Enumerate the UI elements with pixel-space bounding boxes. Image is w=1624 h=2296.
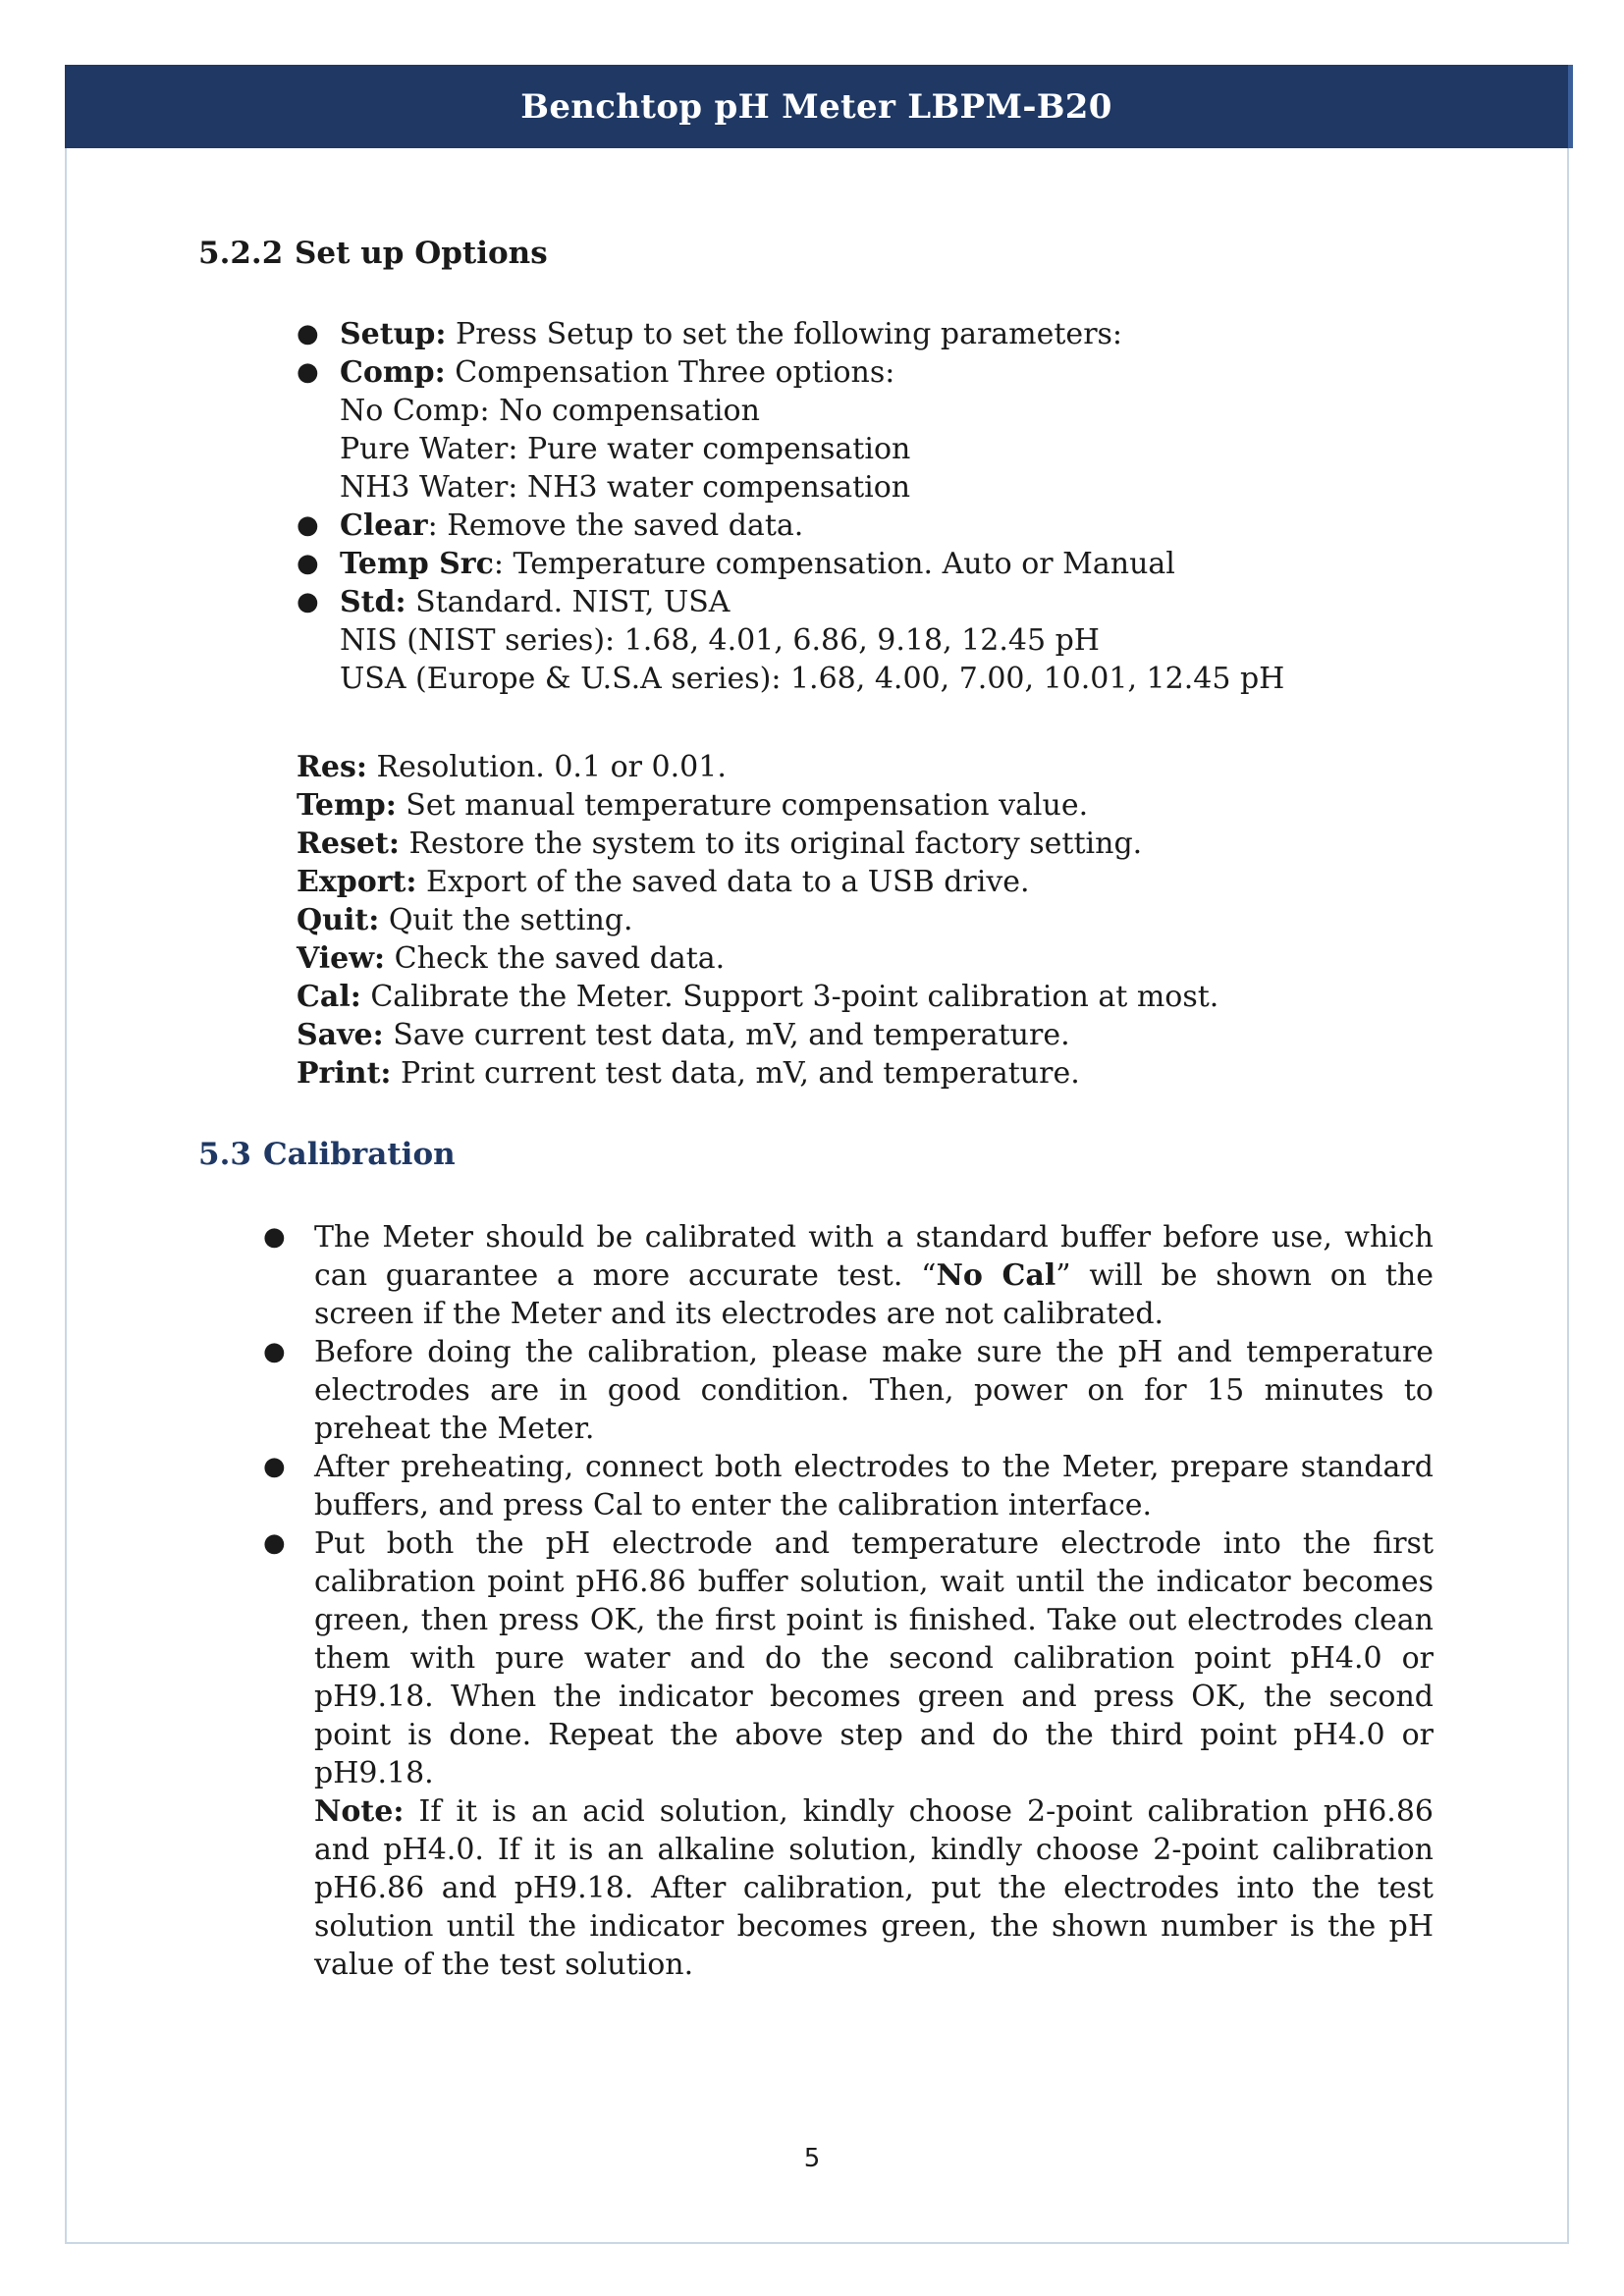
document-title: Benchtop pH Meter LBPM-B20 — [520, 86, 1112, 127]
term: Quit: — [297, 903, 380, 937]
note-text: If it is an acid solution, kindly choose 2-point calibration pH6.86 and pH4.0. If it is an alkaline solution, kindly choose 2-point calibration pH6.86 and pH9.18. After calibration, put the electrodes into the test solution until the indicator becomes green, the shown number is the pH value of the test solution. — [314, 1794, 1434, 1982]
list-item — [297, 748, 1475, 786]
list-item — [297, 507, 1475, 545]
sub-line: No Comp: No compensation — [340, 394, 760, 428]
bullet-icon: ● — [297, 549, 319, 578]
description: Quit the setting. — [379, 903, 633, 937]
section-heading-setup-options — [198, 235, 548, 273]
sub-line: NIS (NIST series): 1.68, 4.01, 6.86, 9.18, 12.45 pH — [340, 623, 1100, 658]
list-item — [297, 786, 1475, 825]
list-item — [297, 315, 1475, 353]
term: Res: — [297, 750, 367, 784]
term: Reset: — [297, 827, 400, 861]
description: : Remove the saved data. — [427, 508, 804, 543]
term: Print: — [297, 1056, 392, 1091]
term: Export: — [297, 865, 417, 899]
description: : Temperature compensation. Auto or Manual — [493, 547, 1175, 581]
section-title: Set up Options — [295, 236, 548, 271]
section-number: 5.3 — [198, 1137, 251, 1172]
term: Temp Src — [340, 547, 494, 581]
list-item — [263, 1218, 1434, 1333]
list-item — [297, 901, 1475, 939]
list-item — [297, 353, 1475, 507]
term: Cal: — [297, 980, 361, 1014]
calibration-bullet-list — [263, 1218, 1434, 1984]
term: Comp: — [340, 355, 446, 390]
list-item — [297, 545, 1475, 583]
list-item — [263, 1524, 1434, 1984]
sub-line: Pure Water: Pure water compensation — [340, 432, 911, 466]
bullet-icon: ● — [297, 587, 319, 616]
list-item — [297, 1016, 1475, 1054]
description: Print current test data, mV, and temperature. — [391, 1056, 1080, 1091]
bullet-icon: ● — [297, 357, 319, 387]
list-item — [297, 978, 1475, 1016]
sub-line: USA (Europe & U.S.A series): 1.68, 4.00, 7.00, 10.01, 12.45 pH — [340, 662, 1285, 696]
term: View: — [297, 941, 386, 976]
header-bar — [65, 65, 1573, 148]
term: Temp: — [297, 788, 397, 823]
bullet-icon: ● — [297, 319, 319, 348]
text: ” will be shown on the screen if the Meter and its electrodes are not calibrated. — [314, 1258, 1435, 1331]
description: Compensation Three options: — [445, 355, 895, 390]
bullet-icon: ● — [263, 1528, 286, 1558]
list-item — [297, 863, 1475, 901]
bullet-icon: ● — [263, 1452, 286, 1481]
description: Press Setup to set the following parameters: — [446, 317, 1123, 351]
description: Standard. NIST, USA — [406, 585, 731, 619]
page-number: 5 — [803, 2144, 821, 2173]
list-item — [297, 1054, 1475, 1093]
emphasis: No Cal — [936, 1258, 1056, 1293]
sub-line: NH3 Water: NH3 water compensation — [340, 470, 911, 505]
list-item — [263, 1333, 1434, 1448]
text: Before doing the calibration, please make sure the pH and temperature electrodes are in good condition. Then, power on for 15 minutes to preheat the Meter. — [314, 1335, 1434, 1446]
description: Resolution. 0.1 or 0.01. — [366, 750, 727, 784]
description: Check the saved data. — [385, 941, 726, 976]
description: Export of the saved data to a USB drive. — [416, 865, 1030, 899]
options-list — [297, 748, 1475, 1093]
text: The Meter should be calibrated with a standard buffer before use, which can guarantee a more accurate test. “ — [314, 1220, 1434, 1293]
bullet-icon: ● — [263, 1337, 286, 1366]
bullet-icon: ● — [297, 510, 319, 540]
description: Set manual temperature compensation value. — [396, 788, 1089, 823]
list-item — [297, 825, 1475, 863]
description: Calibrate the Meter. Support 3-point calibration at most. — [360, 980, 1219, 1014]
section-number: 5.2.2 — [198, 236, 284, 271]
section-heading-calibration — [198, 1136, 456, 1174]
note — [314, 1792, 1434, 1984]
list-item — [263, 1448, 1434, 1524]
term: Std: — [340, 585, 406, 619]
setup-bullet-list — [297, 315, 1475, 698]
description: Save current test data, mV, and temperature. — [383, 1018, 1070, 1052]
bullet-icon: ● — [263, 1222, 286, 1252]
section-title: Calibration — [262, 1137, 456, 1172]
description: Restore the system to its original factory setting. — [399, 827, 1143, 861]
term: Clear — [340, 508, 428, 543]
note-label: Note: — [314, 1794, 405, 1829]
list-item — [297, 939, 1475, 978]
text: Put both the pH electrode and temperature electrode into the first calibration point pH6.86 buffer solution, wait until the indicator becomes green, then press OK, the first point is finished. Take out electrodes clean them with pure water and do the second calibration point pH4.0 or pH9.18. When the indicator becomes green and press OK, the second point is done. Repeat the above step and do the third point pH4.0 or pH9.18. — [314, 1526, 1434, 1790]
list-item — [297, 583, 1475, 698]
term: Save: — [297, 1018, 384, 1052]
term: Setup: — [340, 317, 447, 351]
text: After preheating, connect both electrodes to the Meter, prepare standard buffers, and press Cal to enter the calibration interface. — [314, 1450, 1434, 1522]
